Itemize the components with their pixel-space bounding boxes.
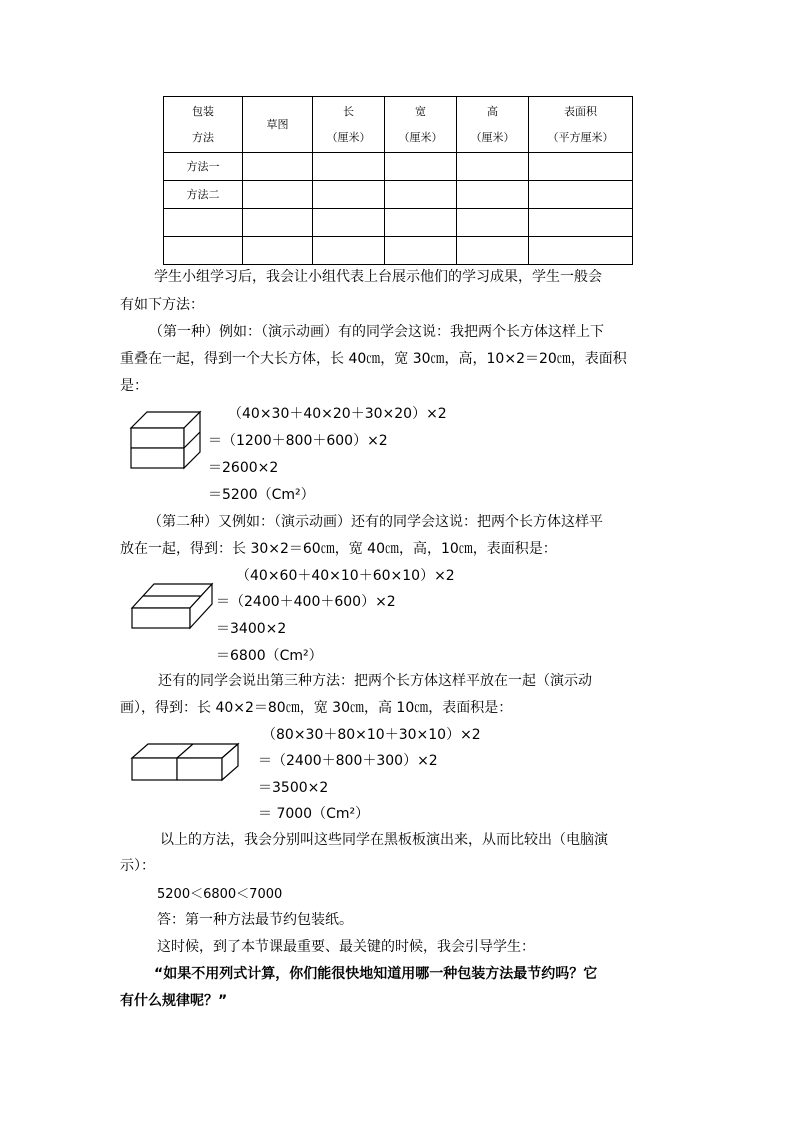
answer: 答：第一种方法最节约包装纸。 — [157, 912, 353, 928]
table-cell — [243, 181, 313, 209]
table-cell — [313, 209, 385, 237]
table-row — [164, 209, 633, 237]
header-cell-sketch: 草图 — [243, 97, 313, 153]
method3-calc-4: ＝ 7000（Cm²） — [258, 806, 370, 822]
method2-calc-3: ＝3400×2 — [216, 621, 287, 637]
method2-text-2: 放在一起，得到：长 30×2＝60㎝，宽 40㎝，高，10㎝，表面积是： — [120, 541, 557, 557]
table-cell — [385, 153, 457, 181]
method2-text-1: （第二种）又例如：（演示动画）还有的同学会这说：把两个长方体这样平 — [148, 514, 603, 530]
packaging-method-table — [163, 96, 633, 265]
header-cell-surface-area: 表面积 （平方厘米） — [529, 97, 633, 153]
method1-calc-3: ＝2600×2 — [208, 460, 279, 476]
method1-calc-1: （40×30＋40×20＋30×20）×2 — [228, 406, 447, 422]
header-cell-length: 长 （厘米） — [313, 97, 385, 153]
table-cell — [313, 181, 385, 209]
table-header-row — [164, 97, 633, 153]
lower-box-front — [131, 448, 184, 468]
intro-line-1: 学生小组学习后，我会让小组代表上台展示他们的学习成果，学生一般会 — [154, 269, 602, 285]
method1-text-3: 是： — [120, 378, 148, 394]
table-row — [164, 237, 633, 265]
table-cell — [243, 153, 313, 181]
table-cell — [385, 237, 457, 265]
method2-calc-1: （40×60＋40×10＋60×10）×2 — [236, 568, 455, 584]
table-cell — [385, 181, 457, 209]
table-cell — [457, 237, 529, 265]
header-cell-height: 高 （厘米） — [457, 97, 529, 153]
stacked-boxes-figure — [128, 410, 204, 472]
upper-box-front — [131, 428, 184, 448]
method1-calc-2: ＝（1200＋800＋600）×2 — [208, 433, 388, 449]
header-cell-method: 包装 方法 — [164, 97, 243, 153]
table-cell — [529, 237, 633, 265]
table-cell — [313, 153, 385, 181]
table-cell — [313, 237, 385, 265]
table-cell — [457, 181, 529, 209]
row-label: 方法二 — [164, 181, 243, 209]
method1-text-1: （第一种）例如：（演示动画）有的同学会这说：我把两个长方体这样上下 — [149, 324, 604, 340]
table-row — [164, 153, 633, 181]
method2-calc-2: ＝（2400＋400＋600）×2 — [216, 594, 396, 610]
table-cell — [385, 209, 457, 237]
row-label: 方法一 — [164, 153, 243, 181]
row-label — [164, 209, 243, 237]
inequality: 5200＜6800＜7000 — [157, 887, 283, 902]
intro-line-2: 有如下方法： — [120, 297, 204, 313]
table-cell — [529, 209, 633, 237]
table-cell — [243, 237, 313, 265]
right-box-front — [177, 758, 222, 780]
front-face — [132, 608, 190, 628]
compare-text-2: 示）： — [120, 858, 155, 874]
side-by-side-long-boxes-figure — [128, 740, 240, 784]
table-cell — [457, 209, 529, 237]
method1-calc-4: ＝5200（Cm²） — [208, 487, 315, 503]
method3-calc-2: ＝（2400＋800＋300）×2 — [258, 753, 438, 769]
table-row — [164, 181, 633, 209]
method3-text-1: 还有的同学会说出第三种方法：把两个长方体这样平放在一起（演示动 — [158, 673, 592, 689]
key-question-1: “如果不用列式计算，你们能很快地知道用哪一种包装方法最节约吗？它 — [154, 966, 598, 982]
left-box-front — [132, 758, 177, 780]
key-question-2: 有什么规律呢？” — [120, 993, 228, 1009]
table-cell — [529, 181, 633, 209]
row-label — [164, 237, 243, 265]
method2-calc-4: ＝6800（Cm²） — [216, 648, 323, 664]
method3-text-2: 画），得到：长 40×2＝80㎝，宽 30㎝，高 10㎝，表面积是： — [120, 700, 513, 716]
lead-sentence: 这时候，到了本节课最重要、最关键的时候，我会引导学生： — [157, 939, 535, 955]
table-cell — [529, 153, 633, 181]
method3-calc-1: （80×30＋80×10＋30×10）×2 — [262, 727, 481, 743]
table-cell — [243, 209, 313, 237]
header-cell-width: 宽 （厘米） — [385, 97, 457, 153]
method3-calc-3: ＝3500×2 — [258, 780, 329, 796]
side-by-side-deep-boxes-figure — [128, 578, 216, 632]
method1-text-2: 重叠在一起，得到一个大长方体，长 40㎝，宽 30㎝，高，10×2＝20㎝，表面积 — [120, 351, 627, 367]
compare-text-1: 以上的方法，我会分别叫这些同学在黑板板演出来，从而比较出（电脑演 — [160, 832, 608, 848]
table-cell — [457, 153, 529, 181]
